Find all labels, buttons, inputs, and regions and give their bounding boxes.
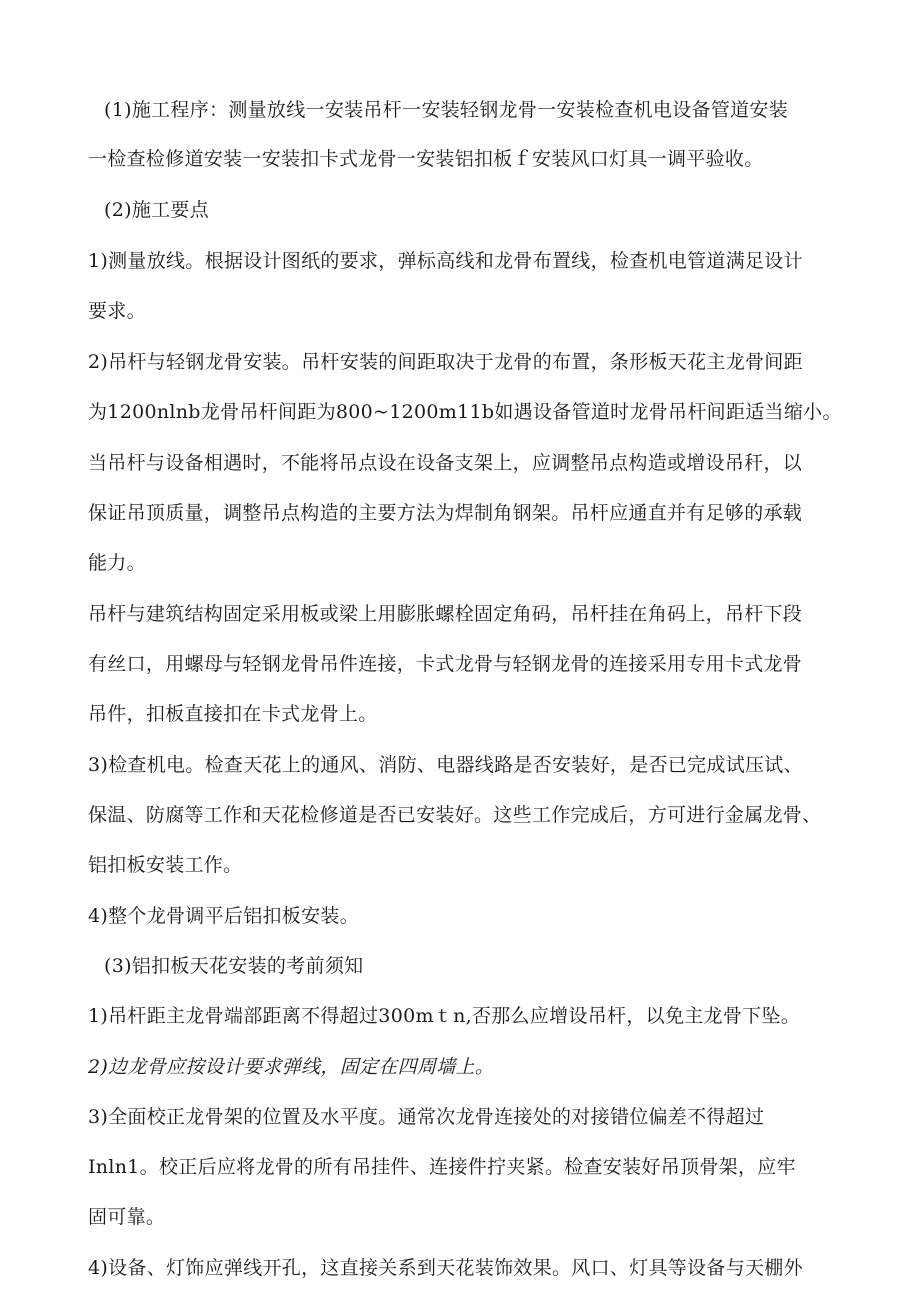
point-3-line-2: 保温、防腐等工作和天花检修道是否已安装好。这些工作完成后，方可进行金属龙骨、	[88, 804, 822, 826]
note-3-line-2: Inln1。校正后应将龙骨的所有吊挂件、连接件拧夹紧。检查安装好吊顶骨架，应牢	[88, 1156, 796, 1178]
paragraph-hanger-line-1: 吊杆与建筑结构固定采用板或梁上用膨胀螺栓固定角码，吊杆挂在角码上，吊杆下段	[88, 603, 803, 625]
note-2-line: 2)边龙骨应按设计要求弹线，固定在四周墙上。	[88, 1056, 495, 1078]
point-4-line: 4)整个龙骨调平后铝扣板安装。	[88, 905, 360, 927]
point-1-line-1: 1)测量放线。根据设计图纸的要求，弹标高线和龙骨布置线，检查机电管道满足设计	[88, 250, 803, 272]
point-1-line-2: 要求。	[88, 300, 146, 322]
point-2-line-3: 当吊杆与设备相遇时，不能将吊点设在设备支架上，应调整吊点构造或增设吊秆，以	[88, 452, 803, 474]
step-1-procedure-line-1: (1)施工程序：测量放线一安装吊杆一安装轻钢龙骨一安装检查机电设备管道安装	[104, 99, 789, 121]
point-3-line-3: 铝扣板安装工作。	[88, 854, 243, 876]
paragraph-hanger-line-2: 有丝口，用螺母与轻钢龙骨吊件连接，卡式龙骨与轻钢龙骨的连接采用专用卡式龙骨	[88, 653, 803, 675]
point-2-line-4: 保证吊顶质量，调整吊点构造的主要方法为焊制角钢架。吊杆应通直并有足够的承载	[88, 502, 803, 524]
point-2-line-5: 能力。	[88, 552, 146, 574]
point-2-line-1: 2)吊杆与轻钢龙骨安装。吊杆安装的间距取决于龙骨的布置，条形板天花主龙骨间距	[88, 351, 803, 373]
step-1-procedure-line-2: 一检查检修道安装一安装扣卡式龙骨一安装铝扣板ｆ安装风口灯具一调平验收。	[88, 148, 764, 170]
point-2-line-2: 为1200nlnb龙骨吊杆间距为800~1200m11b如遇设备管道时龙骨吊杆间距适当缩小。	[88, 401, 842, 423]
note-1-line: 1)吊杆距主龙骨端部距离不得超过300mｔn,否那么应增设吊杆，以免主龙骨下坠。	[88, 1005, 801, 1027]
note-4-line-1: 4)设备、灯饰应弹线开孔，这直接关系到天花装饰效果。风口、灯具等设备与天棚外	[88, 1257, 803, 1279]
section-heading-construction-points: (2)施工要点	[104, 199, 210, 221]
section-heading-precautions: (3)铝扣板天花安装的考前须知	[104, 955, 364, 977]
paragraph-hanger-line-3: 吊件，扣板直接扣在卡式龙骨上。	[88, 703, 378, 725]
point-3-line-1: 3)检查机电。检查天花上的通风、消防、电器线路是否安装好，是否已完成试压试、	[88, 754, 803, 776]
note-3-line-1: 3)全面校正龙骨架的位置及水平度。通常次龙骨连接处的对接错位偏差不得超过	[88, 1106, 765, 1128]
note-3-line-3: 固可靠。	[88, 1206, 166, 1228]
